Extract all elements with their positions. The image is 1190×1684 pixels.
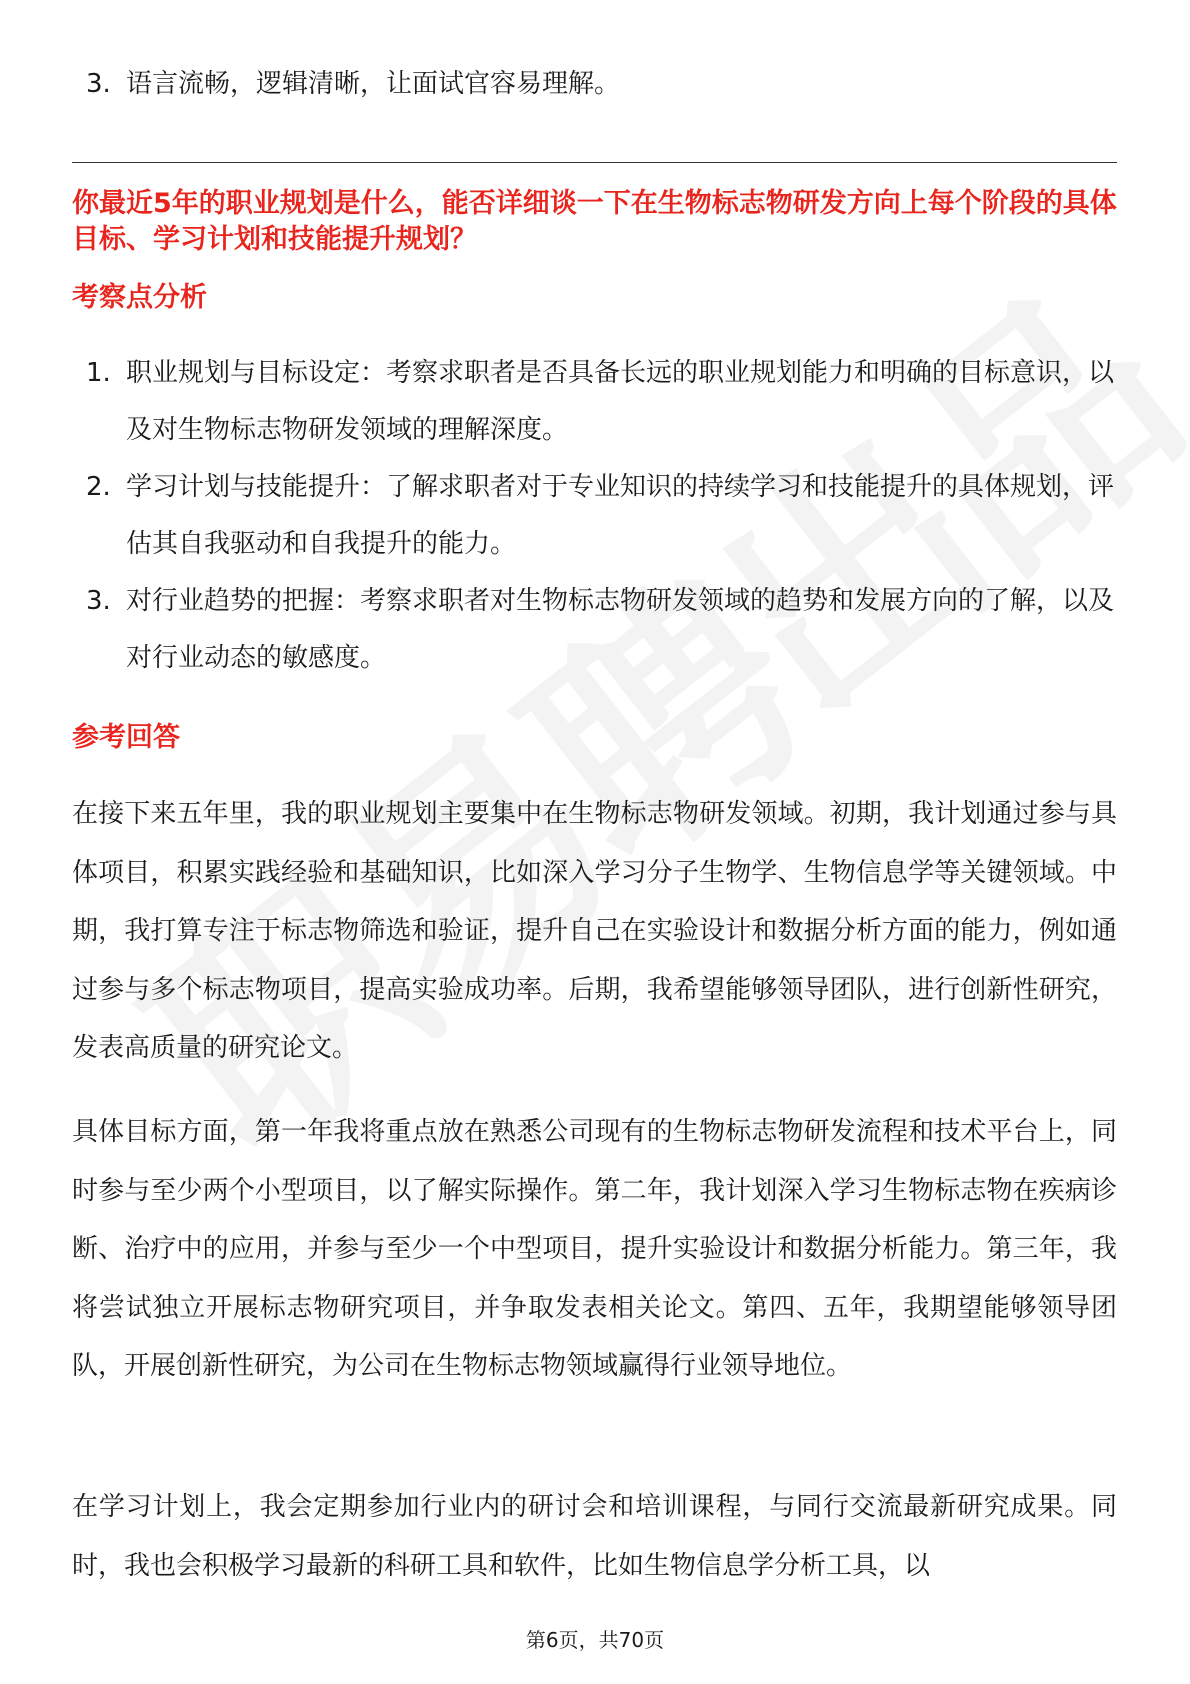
list-item: [72, 459, 1117, 573]
item-number: 1.: [86, 358, 111, 388]
item-number: 3.: [86, 69, 111, 99]
item-number: 3.: [86, 586, 111, 616]
section-divider: [72, 162, 1117, 163]
item-text: 语言流畅，逻辑清晰，让面试官容易理解。: [126, 69, 621, 99]
item-text: 学习计划与技能提升：了解求职者对于专业知识的持续学习和技能提升的具体规划，评估其自我驱动和自我提升的能力。: [126, 472, 1115, 559]
interview-question: 你最近5年的职业规划是什么，能否详细谈一下在生物标志物研发方向上每个阶段的具体目标、学习计划和技能提升规划？: [72, 188, 1117, 255]
answer-paragraph: 在接下来五年里，我的职业规划主要集中在生物标志物研发领域。初期，我计划通过参与具体项目，积累实践经验和基础知识，比如深入学习分子生物学、生物信息学等关键领域。中期，我打算专注于标志物筛选和验证，提升自己在实验设计和数据分析方面的能力，例如通过参与多个标志物项目，提高实验成功率。后期，我希望能够领导团队，进行创新性研究，发表高质量的研究论文。: [72, 799, 1117, 1063]
reference-heading: 参考回答: [72, 722, 180, 753]
list-item: [72, 345, 1117, 459]
item-text: 职业规划与目标设定：考察求职者是否具备长远的职业规划能力和明确的目标意识，以及对生物标志物研发领域的理解深度。: [126, 358, 1115, 445]
answer-paragraph: 在学习计划上，我会定期参加行业内的研讨会和培训课程，与同行交流最新研究成果。同时，我也会积极学习最新的科研工具和软件，比如生物信息学分析工具，以: [72, 1492, 1117, 1581]
item-number: 2.: [86, 472, 111, 502]
answer-paragraph: 具体目标方面，第一年我将重点放在熟悉公司现有的生物标志物研发流程和技术平台上，同时参与至少两个小型项目，以了解实际操作。第二年，我计划深入学习生物标志物在疾病诊断、治疗中的应用，并参与至少一个中型项目，提升实验设计和数据分析能力。第三年，我将尝试独立开展标志物研究项目，并争取发表相关论文。第四、五年，我期望能够领导团队，开展创新性研究，为公司在生物标志物领域赢得行业领导地位。: [72, 1117, 1117, 1381]
item-text: 对行业趋势的把握：考察求职者对生物标志物研发领域的趋势和发展方向的了解，以及对行业动态的敏感度。: [126, 586, 1115, 673]
analysis-heading: 考察点分析: [72, 282, 207, 313]
list-item: [72, 573, 1117, 687]
analysis-list: [72, 345, 1117, 687]
page-number: 第6页，共70页: [525, 1628, 665, 1652]
